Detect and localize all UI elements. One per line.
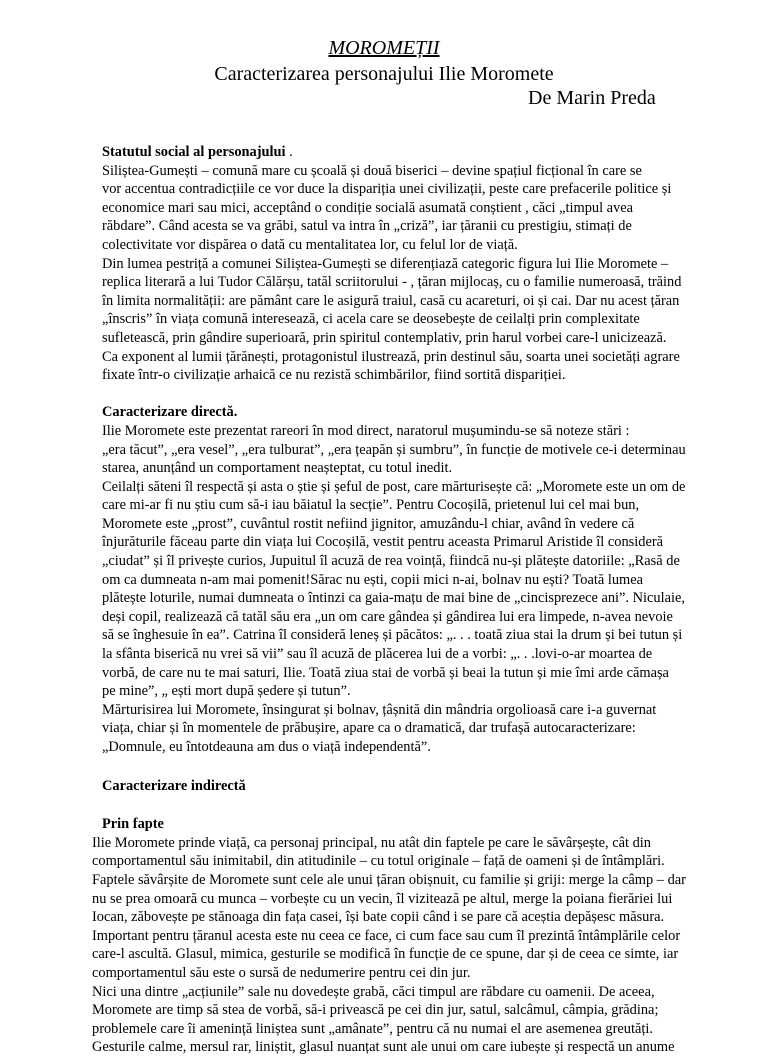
section-heading-facts: Prin fapte — [102, 816, 164, 833]
paragraph-line: „Domnule, eu întotdeauna am dus o viață independentă”. — [102, 739, 431, 755]
paragraph-line: replica literară a lui Tudor Călărșu, tatăl scriitorului - , țăran mijlocaș, cu o familie numeroasă, trăind — [102, 274, 682, 291]
paragraph-line: Ca exponent al lumii țărănești, protagonistul ilustrează, prin destinul său, soarta unei societăți agrare — [102, 348, 680, 365]
paragraph-line: Iocan, zăbovește pe stănoaga din fața casei, își bate copii când i se pare că aceștia depășesc măsura. — [92, 909, 665, 926]
paragraph-line: comportamentul său inimitabil, din atitudinile – cu totul originale – față de oameni și de întâmplări. — [92, 853, 665, 870]
document-author: De Marin Preda — [528, 87, 656, 109]
section-heading-indirect: Caracterizare indirectă — [102, 777, 246, 794]
paragraph-line: care mi-ar fi nu știu cum să-i iau băiatul la secție”. Pentru Cocoșilă, prietenul lui cel mai bun, — [102, 497, 640, 514]
paragraph-line: starea, anunțând un comportament neașteptat, cu totul inedit. — [102, 460, 453, 477]
paragraph-line: comportamentul său este o sursă de nedumerire pentru cei din jur. — [92, 964, 471, 981]
paragraph-line: colectivitate vor dispărea o dată cu mentalitatea lor, cu felul lor de viață. — [102, 236, 518, 253]
paragraph-line: viața, chiar și în momentele de prăbușire, apare ca o dramatică, dar trufașă autocaracterizare: — [102, 720, 636, 737]
paragraph-line: sufletească, prin gândire superioară, prin spiritul contemplativ, prin harul vorbei care-l unicizează. — [102, 329, 667, 346]
paragraph-line: „ciudat” și îl privește curios, Jupuitul îl acuză de rea voință, fiindcă nu-și plătește datoriile: „Rasă de — [102, 553, 680, 570]
document-subtitle: Caracterizarea personajului Ilie Moromete — [214, 63, 554, 85]
paragraph-line: problemele care îi amenință liniștea sunt „amânate”, pentru că nu numai el are asemenea greutăți. — [92, 1020, 653, 1037]
paragraph-line: în limita normalității: are pământ care le asigură traiul, casă cu acareturi, oi și cai. Dar nu acest țăran — [102, 292, 680, 309]
paragraph-line: la sfânta biserică nu vrei să vii” sau îl acuză de plăcerea lui de a vorbi: „. . .lovi-o-ar moartea de — [102, 646, 653, 663]
section-heading-status: Statutul social al personajului . — [102, 144, 293, 160]
paragraph-line: pe mine”, „ ești mort după ședere și tutun”. — [102, 683, 351, 700]
paragraph-line: plătește loturile, numai dumneata o întinzi ca gaia-mațu de mai bine de „cincisprezece ani”. Niculaie, — [102, 590, 685, 607]
paragraph-line: răbdare”. Când acesta se va grăbi, satul va intra în „criză”, iar țăranii cu prestigiu, stimați de — [102, 218, 632, 235]
paragraph-line: Nici una dintre „acțiunile” sale nu dovedește grabă, căci timpul are răbdare cu oamenii. De aceea, — [92, 983, 655, 1000]
paragraph-line: fixate într-o civilizație arhaică ce nu rezistă schimbărilor, fiind sortită dispariției. — [102, 367, 566, 384]
paragraph-line: Siliștea-Gumești – comună mare cu școală și două biserici – devine spațiul ficțional în care se — [102, 162, 642, 179]
paragraph-line: Important pentru țăranul acesta este nu ceea ce face, ci cum face sau cum îl prezintă întâmplările celor — [92, 927, 681, 944]
document-body — [92, 143, 742, 1057]
paragraph-line: să se înghesuie în ea”. Catrina îl consideră leneș și păcătos: „. . . toată ziua stai la drum și bei tutun și — [102, 627, 683, 644]
paragraph-line: Moromete are timp să stea de vorbă, să-i privească pe cei din jur, satul, salcâmul, câmpia, grădina; — [92, 1002, 659, 1019]
paragraph-line: Ilie Moromete este prezentat rareori în mod direct, naratorul mușumindu-se să noteze stări : — [102, 422, 630, 439]
paragraph-line: Mărturisirea lui Moromete, însingurat și bolnav, țâșnită din mândria orgolioasă care i-a guvernat — [102, 701, 657, 718]
paragraph-line: „era tăcut”, „era vesel”, „era tulburat”, „era țeapăn și sumbru”, în funcție de motivele ce-i determinau — [102, 441, 686, 458]
paragraph-line: vorbă, de care nu te mai saturi, Ilie. Toată ziua stai de vorbă și beai la tutun și mie îmi arde cămașa — [102, 664, 669, 681]
document-title: MOROMEȚII — [328, 37, 440, 59]
paragraph-line: „înscris” în viața comună interesează, ci acela care se deosebește de ceilalți prin complexitate — [102, 311, 640, 328]
paragraph-line: Moromete este „prost”, cuvântul rostit nefiind jignitor, amuzându-l chiar, având în vedere că — [102, 515, 635, 532]
paragraph-line: înjurăturile făceau parte din viața lui Cocoșilă, vestit pentru aceasta Primarul Aristide îl consideră — [102, 534, 664, 551]
paragraph-line: Faptele săvârșite de Moromete sunt cele ale unui țăran obișnuit, cu familie și griji: merge la câmp – dar — [92, 871, 686, 888]
paragraph-line: economice mari sau mici, acceptând o condiție socială asumată conștient , căci „timpul avea — [102, 199, 634, 216]
section-heading-direct: Caracterizare directă. — [102, 404, 238, 421]
paragraph-line: nu se prea omoară cu munca – vorbește cu un vecin, îl vizitează pe altul, merge la poiana fierăriei lui — [92, 890, 673, 907]
paragraph-line: Ceilalți săteni îl respectă și asta o știe și șeful de post, care mărturisește că: „Moromete este un om de — [102, 478, 686, 495]
paragraph-line: om ca dumneata n-am mai pomenit!Sărac nu ești, copii mici n-ai, bolnav nu ești? Toată lumea — [102, 571, 644, 588]
paragraph-line: deși copil, realizează că tatăl său era „un om care gândea și gândirea lui era limpede, n-avea nevoie — [102, 608, 673, 625]
paragraph-line: vor accentua contradicțiile ce vor duce la dispariția unei civilizații, peste care prefacerile politice și — [102, 181, 672, 198]
paragraph-line: Gesturile calme, mersul rar, liniștit, glasul nuanțat sunt ale unui om care iubește și respectă un anume — [92, 1039, 675, 1056]
paragraph-line: Ilie Moromete prinde viață, ca personaj principal, nu atât din faptele pe care le săvârșește, cât din — [92, 834, 651, 851]
paragraph-line: care-l ascultă. Glasul, mimica, gesturile se modifică în funcție de ce spune, dar și de ceea ce simte, iar — [92, 946, 679, 963]
paragraph-line: Din lumea pestriță a comunei Siliștea-Gumești se diferențiază categoric figura lui Ilie Moromete – — [102, 255, 669, 272]
